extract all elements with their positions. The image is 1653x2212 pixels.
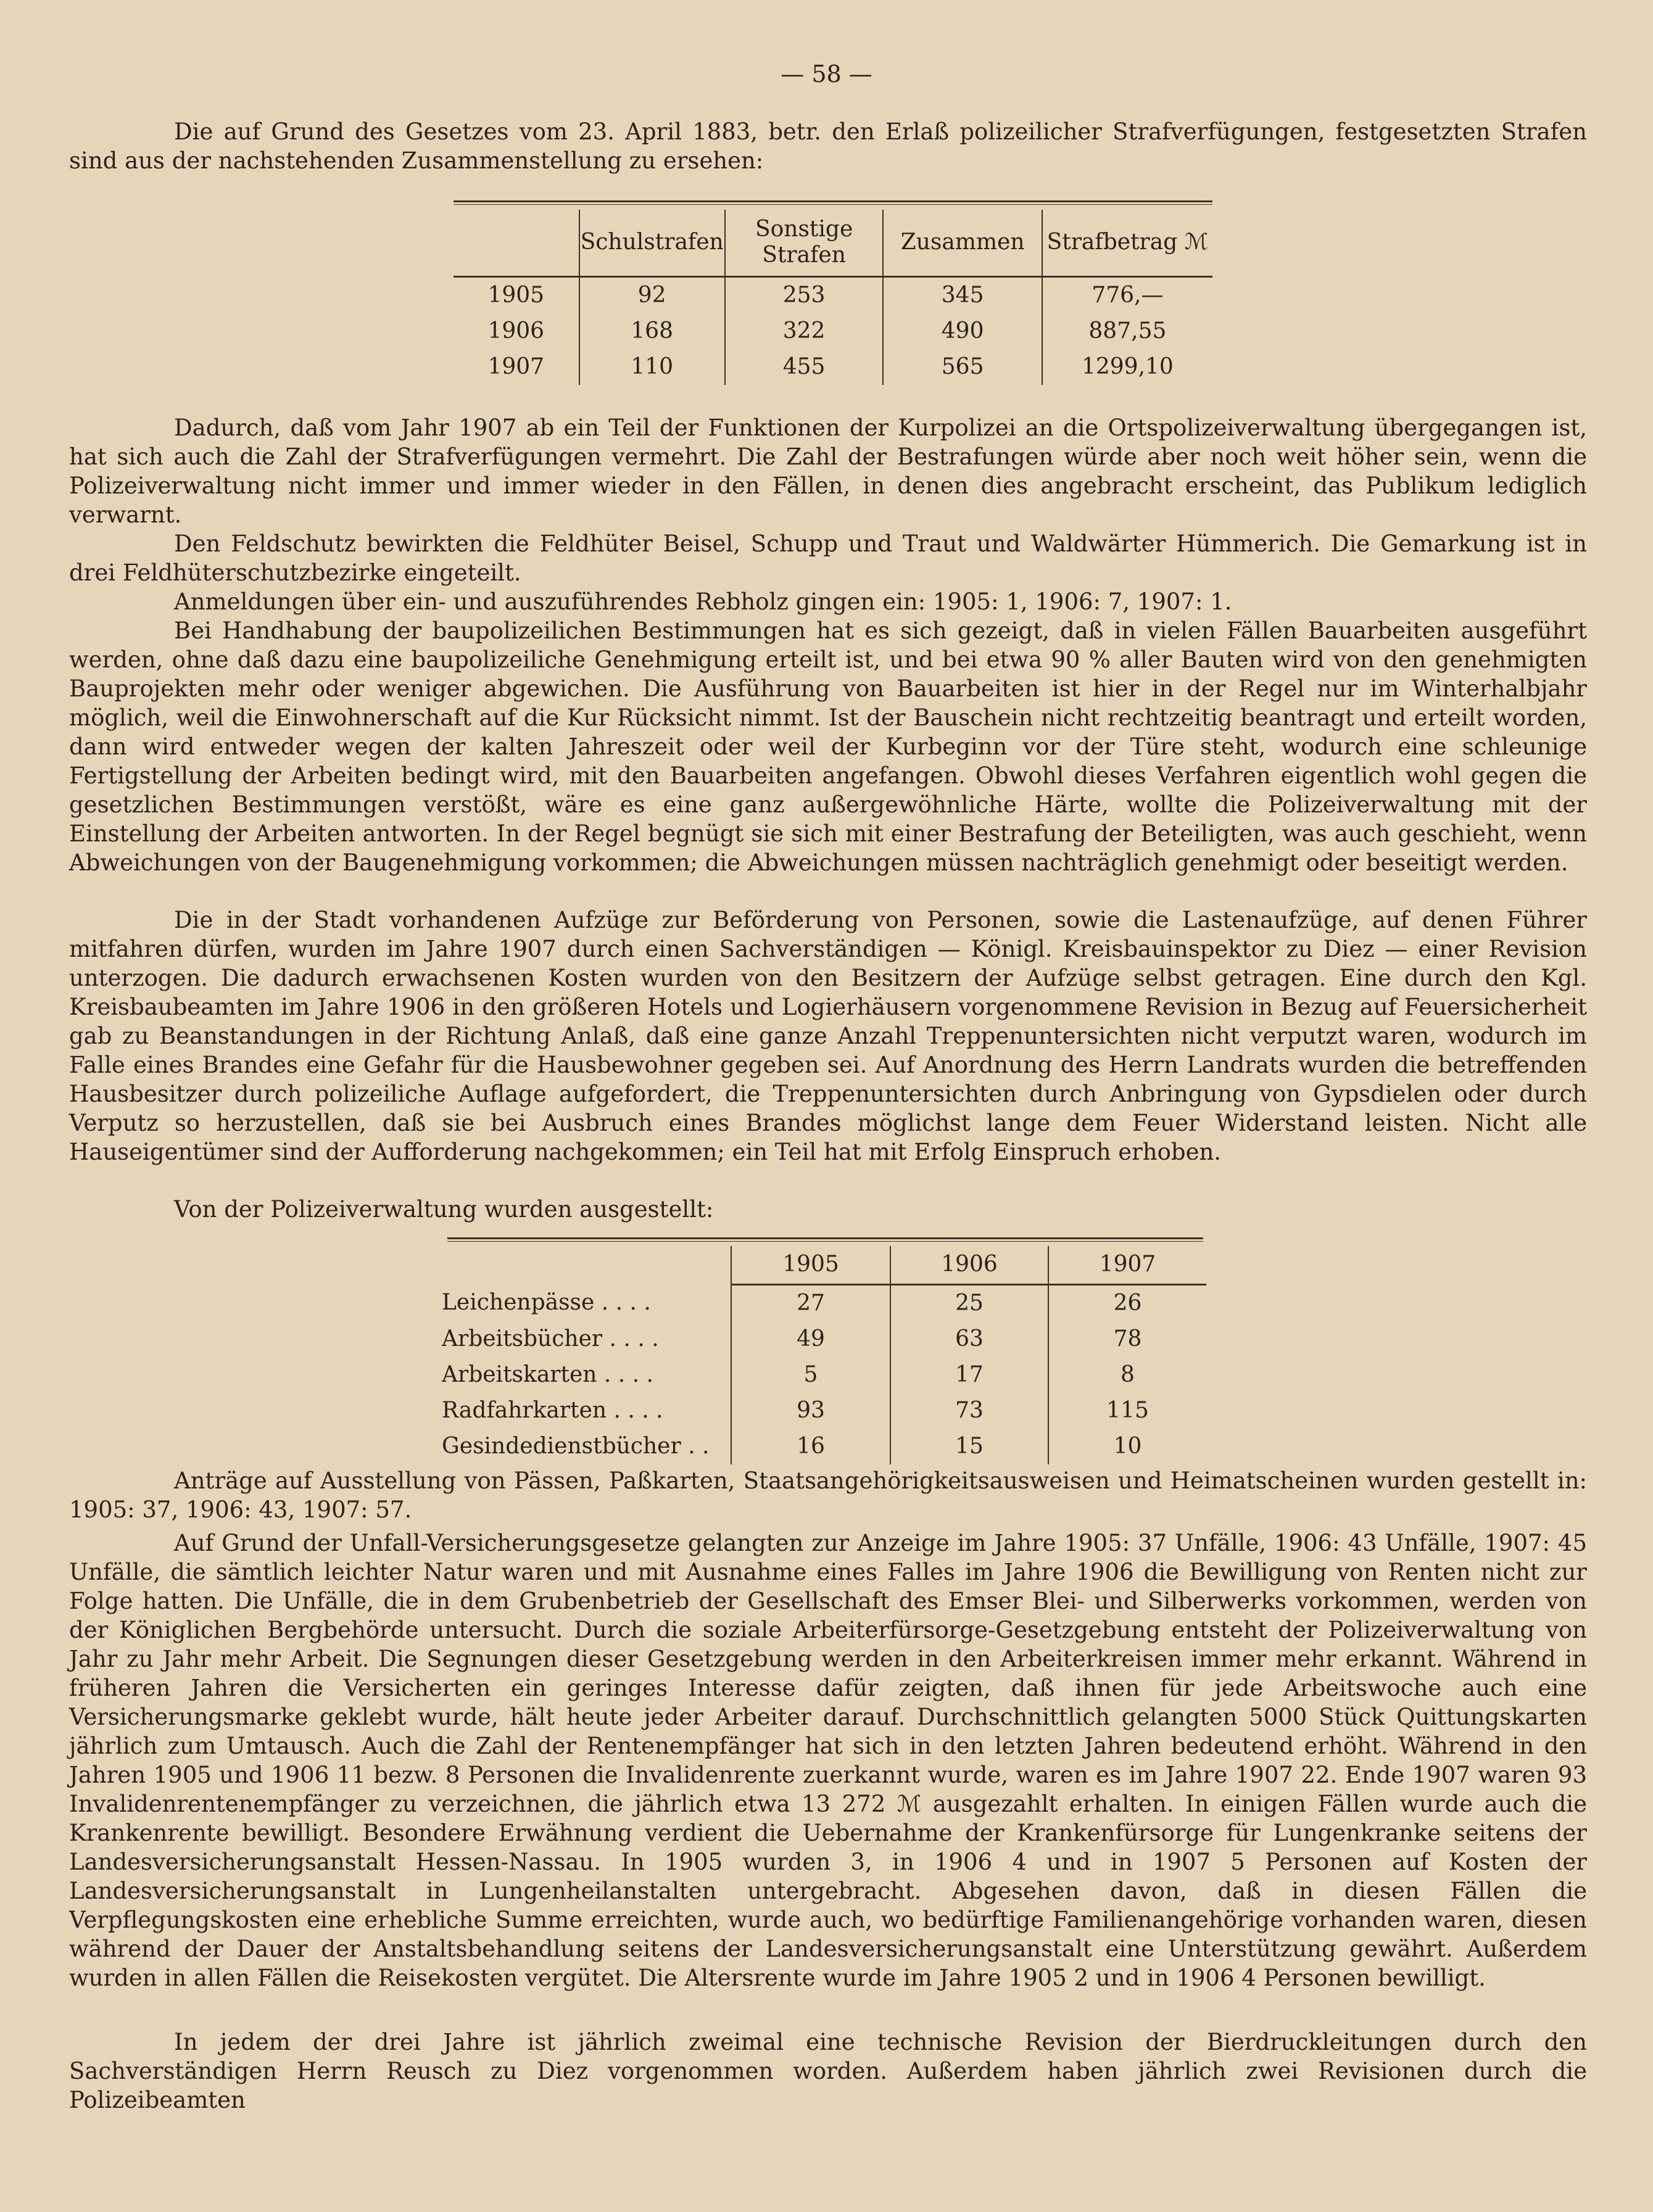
table-cell: 1299,10 (1081, 353, 1174, 379)
table1-top-rule (454, 200, 1212, 205)
paragraph-rebholz: Anmeldungen über ein- und auszuführendes Rebholz gingen ein: 1905: 1, 1906: 7, 1907: 1. (174, 588, 1232, 615)
table-row-label: Arbeitskarten . . . . (441, 1357, 731, 1393)
table-cell: 93 (731, 1393, 890, 1429)
table-cell: 73 (890, 1393, 1048, 1429)
paragraph-bierdruckleitungen: In jedem der drei Jahre ist jährlich zweimal eine technische Revision der Bierdruckleitungen durch den Sachverständigen Herrn Reusch zu Diez vorgenommen worden. Außerdem haben jährlich zwei Revisionen durch die Polizeibeamten (69, 2029, 1587, 2113)
table-row-label: Arbeitsbücher . . . . (441, 1321, 731, 1357)
paragraph-kurpolizei: Dadurch, daß vom Jahr 1907 ab ein Teil der Funktionen der Kurpolizei an die Ortspolizeiverwaltung übergegangen ist, hat sich auch die Zahl der Strafverfügungen vermehrt. Die Zahl der Bestrafungen würde aber noch weit höher sein, wenn die Polizeiverwaltung nicht immer und immer wieder in den Fällen, in denen dies angebracht erscheint, das Publikum lediglich verwarnt. (69, 415, 1587, 528)
paragraph-baupolizei: Bei Handhabung der baupolizeilichen Bestimmungen hat es sich gezeigt, daß in vielen Fällen Bauarbeiten ausgeführt werden, ohne daß dazu eine baupolizeiliche Genehmigung erteilt ist, und bei etwa 90 % aller Bauten wird von den genehmigten Bauprojekten mehr oder weniger abgewichen. Die Ausführung von Bauarbeiten ist hier in der Regel nur im Winterhalbjahr möglich, weil die Einwohnerschaft auf die Kur Rücksicht nimmt. Ist der Bauschein nicht rechtzeitig beantragt und erteilt worden, dann wird entweder wegen der kalten Jahreszeit oder weil der Kurbeginn vor der Türe steht, wodurch eine schleunige Fertigstellung der Arbeiten bedingt wird, mit den Bauarbeiten angefangen. Obwohl dieses Verfahren eigentlich wohl gegen die gesetzlichen Bestimmungen verstößt, wäre es eine ganz außergewöhnliche Härte, wollte die Polizeiverwaltung mit der Einstellung der Arbeiten antworten. In der Regel begnügt sie sich mit einer Bestrafung der Beteiligten, was auch geschieht, wenn Abweichungen von der Baugenehmigung vorkommen; die Abweichungen müssen nachträglich genehmigt oder beseitigt werden. (69, 617, 1587, 876)
table-cell: 10 (1113, 1433, 1142, 1459)
table-cell: 887,55 (1088, 318, 1167, 344)
table2-header-1907: 1907 (1048, 1246, 1206, 1284)
table1-header-blank (454, 210, 579, 276)
table1-header-schulstrafen: Schulstrafen (579, 210, 725, 276)
table-cell: 16 (731, 1429, 890, 1464)
table2-header-1906: 1906 (890, 1246, 1048, 1284)
documents-table (441, 1246, 1206, 1464)
table-cell: 168 (579, 313, 725, 349)
paragraph-feldschutz: Den Feldschutz bewirkten die Feldhüter Beisel, Schupp und Traut und Waldwärter Hümmerich. Die Gemarkung ist in drei Feldhüterschutzbezirke eingeteilt. (69, 530, 1587, 586)
table-cell: 15 (890, 1429, 1048, 1464)
table-cell: 110 (579, 349, 725, 385)
table-cell: 5 (731, 1357, 890, 1393)
paragraph-aufzuege: Die in der Stadt vorhandenen Aufzüge zur Beförderung von Personen, sowie die Lastenaufzüge, auf denen Führer mitfahren dürfen, wurden im Jahre 1907 durch einen Sachverständigen — Königl. Kreisbauinspektor zu Diez — einer Revision unterzogen. Die dadurch erwachsenen Kosten wurden von den Besitzern der Aufzüge selbst getragen. Eine durch den Kgl. Kreisbaubeamten im Jahre 1906 in den größeren Hotels und Logierhäusern vorgenommene Revision in Bezug auf Feuersicherheit gab zu Beanstandungen in der Richtung Anlaß, daß eine ganze Anzahl Treppenuntersichten nicht verputzt waren, wodurch im Falle eines Brandes eine Gefahr für die Hausbewohner gegeben sei. Auf Anordnung des Herrn Landrats wurden die betreffenden Hausbesitzer durch polizeiliche Auflage aufgefordert, die Treppenuntersichten durch Anbringung von Gypsdielen oder durch Verputz so herzustellen, daß sie bei Ausbruch eines Brandes möglichst lange dem Feuer Widerstand leisten. Nicht alle Hauseigentümer sind der Aufforderung nachgekommen; ein Teil hat mit Erfolg Einspruch erhoben. (69, 907, 1587, 1165)
paragraph-paesse: Anträge auf Ausstellung von Pässen, Paßkarten, Staatsangehörigkeitsausweisen und Heimatscheinen wurden gestellt in: 1905: 37, 1906: 43, 1907: 57. (69, 1467, 1587, 1523)
table2-header-1905: 1905 (731, 1246, 890, 1284)
table-cell: 322 (725, 313, 884, 349)
table-row (454, 349, 1212, 385)
table-cell: 115 (1106, 1397, 1149, 1423)
paragraph-unfallversicherung: Auf Grund der Unfall-Versicherungsgesetze gelangten zur Anzeige im Jahre 1905: 37 Unfälle, 1906: 43 Unfälle, 1907: 45 Unfälle, die sämtlich leichter Natur waren und mit Ausnahme eines Falles im Jahre 1906 die Bewilligung von Renten nicht zur Folge hatten. Die Unfälle, die in dem Grubenbetrieb der Gesellschaft des Emser Blei- und Silberwerks vorkommen, werden von der Königlichen Bergbehörde untersucht. Durch die soziale Arbeiterfürsorge-Gesetzgebung entsteht der Polizeiverwaltung von Jahr zu Jahr mehr Arbeit. Die Segnungen dieser Gesetzgebung werden in den Arbeiterkreisen immer mehr erkannt. Während in früheren Jahren die Versicherten ein geringes Interesse dafür zeigten, daß ihnen für jede Arbeitswoche auch eine Versicherungsmarke geklebt wurde, hält heute jeder Arbeiter darauf. Durchschnittlich gelangten 5000 Stück Quittungskarten jährlich zum Umtausch. Auch die Zahl der Rentenempfänger hat sich in den letzten Jahren bedeutend erhöht. Während in den Jahren 1905 und 1906 11 bezw. 8 Personen die Invalidenrente zuerkannt wurde, waren es im Jahre 1907 22. Ende 1907 waren 93 Invalidenrentenempfänger zu verzeichnen, die jährlich etwa 13 272 ℳ ausgezahlt erhalten. In einigen Fällen wurde auch die Krankenrente bewilligt. Besondere Erwähnung verdient die Uebernahme der Krankenfürsorge für Lungenkranke seitens der Landesversicherungsanstalt Hessen-Nassau. In 1905 wurden 3, in 1906 4 und in 1907 5 Personen auf Kosten der Landesversicherungsanstalt in Lungenheilanstalten untergebracht. Abgesehen davon, daß in diesen Fällen die Verpflegungskosten eine erhebliche Summe erreichten, wurde auch, wo bedürftige Familienangehörige vorhanden waren, diesen während der Dauer der Anstaltsbehandlung seitens der Landesversicherungsanstalt eine Unterstützung gewährt. Außerdem wurden in allen Fällen die Reisekosten vergütet. Die Altersrente wurde im Jahre 1905 2 und in 1906 4 Personen bewilligt. (69, 1530, 1587, 1991)
table-cell: 776,— (1092, 282, 1164, 308)
table-cell: 63 (890, 1321, 1048, 1357)
table-cell: 25 (890, 1284, 1048, 1321)
table-cell: 92 (579, 276, 725, 313)
table-row (441, 1284, 1206, 1321)
table-row (441, 1393, 1206, 1429)
table-cell: 17 (890, 1357, 1048, 1393)
table2-top-rule (447, 1237, 1203, 1242)
table-cell: 1906 (454, 313, 579, 349)
table-cell: 27 (731, 1284, 890, 1321)
table-row (441, 1357, 1206, 1393)
table-cell: 8 (1121, 1361, 1135, 1387)
table1-header-zusammen: Zusammen (883, 210, 1042, 276)
table-cell: 1907 (454, 349, 579, 385)
table-cell: 565 (883, 349, 1042, 385)
penalties-table (454, 210, 1212, 385)
table2-header-blank (441, 1246, 731, 1284)
table1-header-strafbetrag: Strafbetrag ℳ (1042, 210, 1212, 276)
table-row (454, 276, 1212, 313)
table-row-label: Leichenpässe . . . . (441, 1284, 731, 1321)
table-cell: 26 (1113, 1290, 1142, 1316)
table-row (441, 1429, 1206, 1464)
table-row (441, 1321, 1206, 1357)
table-cell: 345 (883, 276, 1042, 313)
table-row (454, 313, 1212, 349)
table-cell: 490 (883, 313, 1042, 349)
table-cell: 455 (725, 349, 884, 385)
table-row-label: Gesindedienstbücher . . (441, 1429, 731, 1464)
table-row-label: Radfahrkarten . . . . (441, 1393, 731, 1429)
intro-paragraph: Die auf Grund des Gesetzes vom 23. April 1883, betr. den Erlaß polizeilicher Strafverfügungen, festgesetzten Strafen sind aus der nachstehenden Zusammenstellung zu ersehen: (69, 118, 1587, 174)
table1-header-sonstige: Sonstige Strafen (725, 210, 884, 276)
page-number: — 58 — (781, 60, 872, 88)
table-cell: 1905 (454, 276, 579, 313)
table-cell: 253 (725, 276, 884, 313)
table-cell: 49 (731, 1321, 890, 1357)
paragraph-ausgestellt: Von der Polizeiverwaltung wurden ausgestellt: (174, 1196, 714, 1223)
table-cell: 78 (1113, 1326, 1142, 1352)
